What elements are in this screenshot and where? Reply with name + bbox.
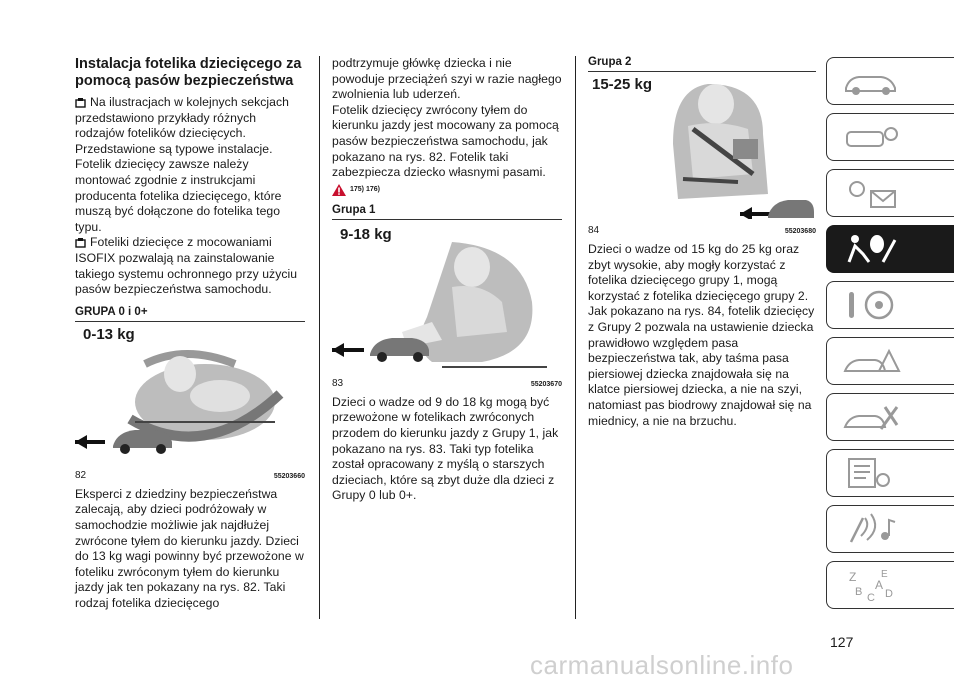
svg-text:A: A [875, 578, 884, 592]
forward-facing-seat-illustration [332, 222, 562, 372]
divider [588, 71, 816, 72]
figure-code: 55203660 [273, 472, 305, 480]
figure-83 [332, 222, 562, 389]
svg-text:C: C [867, 592, 875, 603]
warning-icon [332, 184, 346, 196]
figure-82 [75, 324, 305, 481]
car-front-icon [841, 122, 901, 152]
section-heading: Grupa 1 [332, 203, 376, 216]
column-1 [75, 56, 305, 611]
paragraph-experts: Eksperci z dziedziny bezpieczeństwa zalecają, aby dzieci podróżowały w samochodzie możliwie jak najdłużej zwrócone tyłem do kierunku jazdy. Dzieci do 13 kg wagi powinny być przewożone w foteliku zwróconym tyłem do kierunku jazdy jak ten pokazany na rys. 82. Taki rodzaj fotelika dziecięcego [75, 486, 304, 610]
steering-wheel-icon [841, 288, 901, 322]
paragraph-intro: Na ilustracjach w kolejnych sekcjach przedstawiono przykłady różnych rodzajów fotelików dziecięcych. Przedstawione są typowe instalacje. Fotelik dziecięcy zawsze należy montować zgodnie z instrukcjami producenta fotelika dziecięcego, które muszą być dołączone do fotelika tego typu. [75, 95, 289, 234]
column-divider [319, 56, 320, 619]
tab-car-front[interactable] [826, 113, 954, 161]
column-2 [332, 56, 562, 504]
warning-references [332, 184, 562, 196]
safety-airbag-icon [841, 232, 901, 266]
child-seat-icon [75, 97, 86, 108]
paragraph-isofix: Foteliki dziecięce z mocowaniami ISOFIX pozwalają na zainstalowanie takiego systemu ochronnego przy użyciu pasów bezpieczeństwa samochodu. [75, 235, 298, 297]
svg-text:D: D [885, 588, 893, 600]
multimedia-icon [841, 512, 901, 546]
watermark: carmanualsonline.info [530, 650, 794, 680]
tab-maintenance[interactable] [826, 393, 954, 441]
alphabetical-index-icon [841, 567, 901, 603]
figure-code: 55203680 [784, 228, 816, 235]
weight-label: 0-13 kg [83, 325, 135, 343]
booster-seat-illustration [588, 74, 816, 219]
tab-dashboard-lights[interactable] [826, 169, 954, 217]
paragraph-group-2-detail: Jak pokazano na rys. 84, fotelik dziecięcy z Grupy 2 pozwala na ustawienie dziecka prawidłowo względem pasa bezpieczeństwa tak, aby taśma pasa piersiowej dziecka znajdowała się na klatce piersiowej dziecka, a nie na szyi, natomiast pas biodrowy znajdował się na miednicy, a nie na brzuchu. [588, 304, 815, 428]
figure-number: 82 [75, 469, 87, 481]
figure-code: 55203670 [530, 380, 562, 388]
figure-caption [75, 470, 305, 481]
figure-number: 84 [588, 225, 600, 236]
section-heading: GRUPA 0 i 0+ [75, 305, 148, 318]
figure-number: 83 [332, 377, 344, 389]
paragraph-group-2: Dzieci o wadze od 15 kg do 25 kg oraz zbyt wysokie, aby mogły korzystać z fotelika dziecięcego grupy 1, mogą korzystać z fotelika dziecięcego grupy 2. [588, 242, 809, 303]
technical-data-icon [841, 456, 901, 490]
tab-multimedia[interactable] [826, 505, 954, 553]
figure-caption [588, 225, 816, 236]
tab-safety[interactable] [826, 225, 954, 273]
title-line-1: Instalacja fotelika dziecięcego za [75, 56, 302, 72]
weight-label: 9-18 kg [340, 225, 392, 243]
paragraph-mounting: Fotelik dziecięcy zwrócony tyłem do kierunku jazdy jest mocowany za pomocą pasów bezpieczeństwa samochodu, jak pokazano na rys. 82. Fotelik taki zabezpiecza dziecko własnymi pasami. [332, 102, 559, 180]
section-title [75, 56, 305, 90]
section-heading: Grupa 2 [588, 56, 632, 68]
warning-refs-text: 175) 176) [350, 186, 380, 194]
car-maintenance-icon [841, 401, 901, 433]
weight-label: 15-25 kg [592, 76, 653, 93]
svg-text:E: E [881, 569, 888, 580]
tab-starting-driving[interactable] [826, 281, 954, 329]
divider [75, 321, 305, 322]
chapter-tabs [826, 57, 956, 617]
tab-index[interactable] [826, 561, 954, 609]
divider [332, 219, 562, 220]
column-3 [588, 56, 816, 429]
figure-caption [332, 378, 562, 389]
dashboard-lights-icon [841, 177, 901, 209]
tab-technical-data[interactable] [826, 449, 954, 497]
title-line-2: pomocą pasów bezpieczeństwa [75, 73, 294, 89]
paragraph-continued: podtrzymuje główkę dziecka i nie powoduje przeciążeń szyi w razie nagłego zwolnienia lub uderzeń. [332, 56, 562, 102]
svg-text:B: B [855, 586, 863, 598]
paragraph-group-1: Dzieci o wadze od 9 do 18 kg mogą być przewożone w fotelikach zwróconych przodem do kierunku jazdy z Grupy 1, jak pokazano na rys. 83. Taki typ fotelika został opracowany z myślą o starszych dzieciach, które są zbyt duże dla dzieci z Grupy 0 lub 0+. [332, 394, 559, 503]
child-seat-icon [75, 237, 86, 248]
tab-emergency[interactable] [826, 337, 954, 385]
figure-84 [588, 74, 816, 236]
page-number: 127 [830, 634, 854, 650]
svg-text:Z: Z [849, 570, 857, 584]
emergency-road-icon [841, 345, 901, 377]
rear-facing-seat-illustration [75, 324, 305, 464]
column-divider [575, 56, 576, 619]
car-info-icon [841, 66, 901, 96]
tab-car-info[interactable] [826, 57, 954, 105]
